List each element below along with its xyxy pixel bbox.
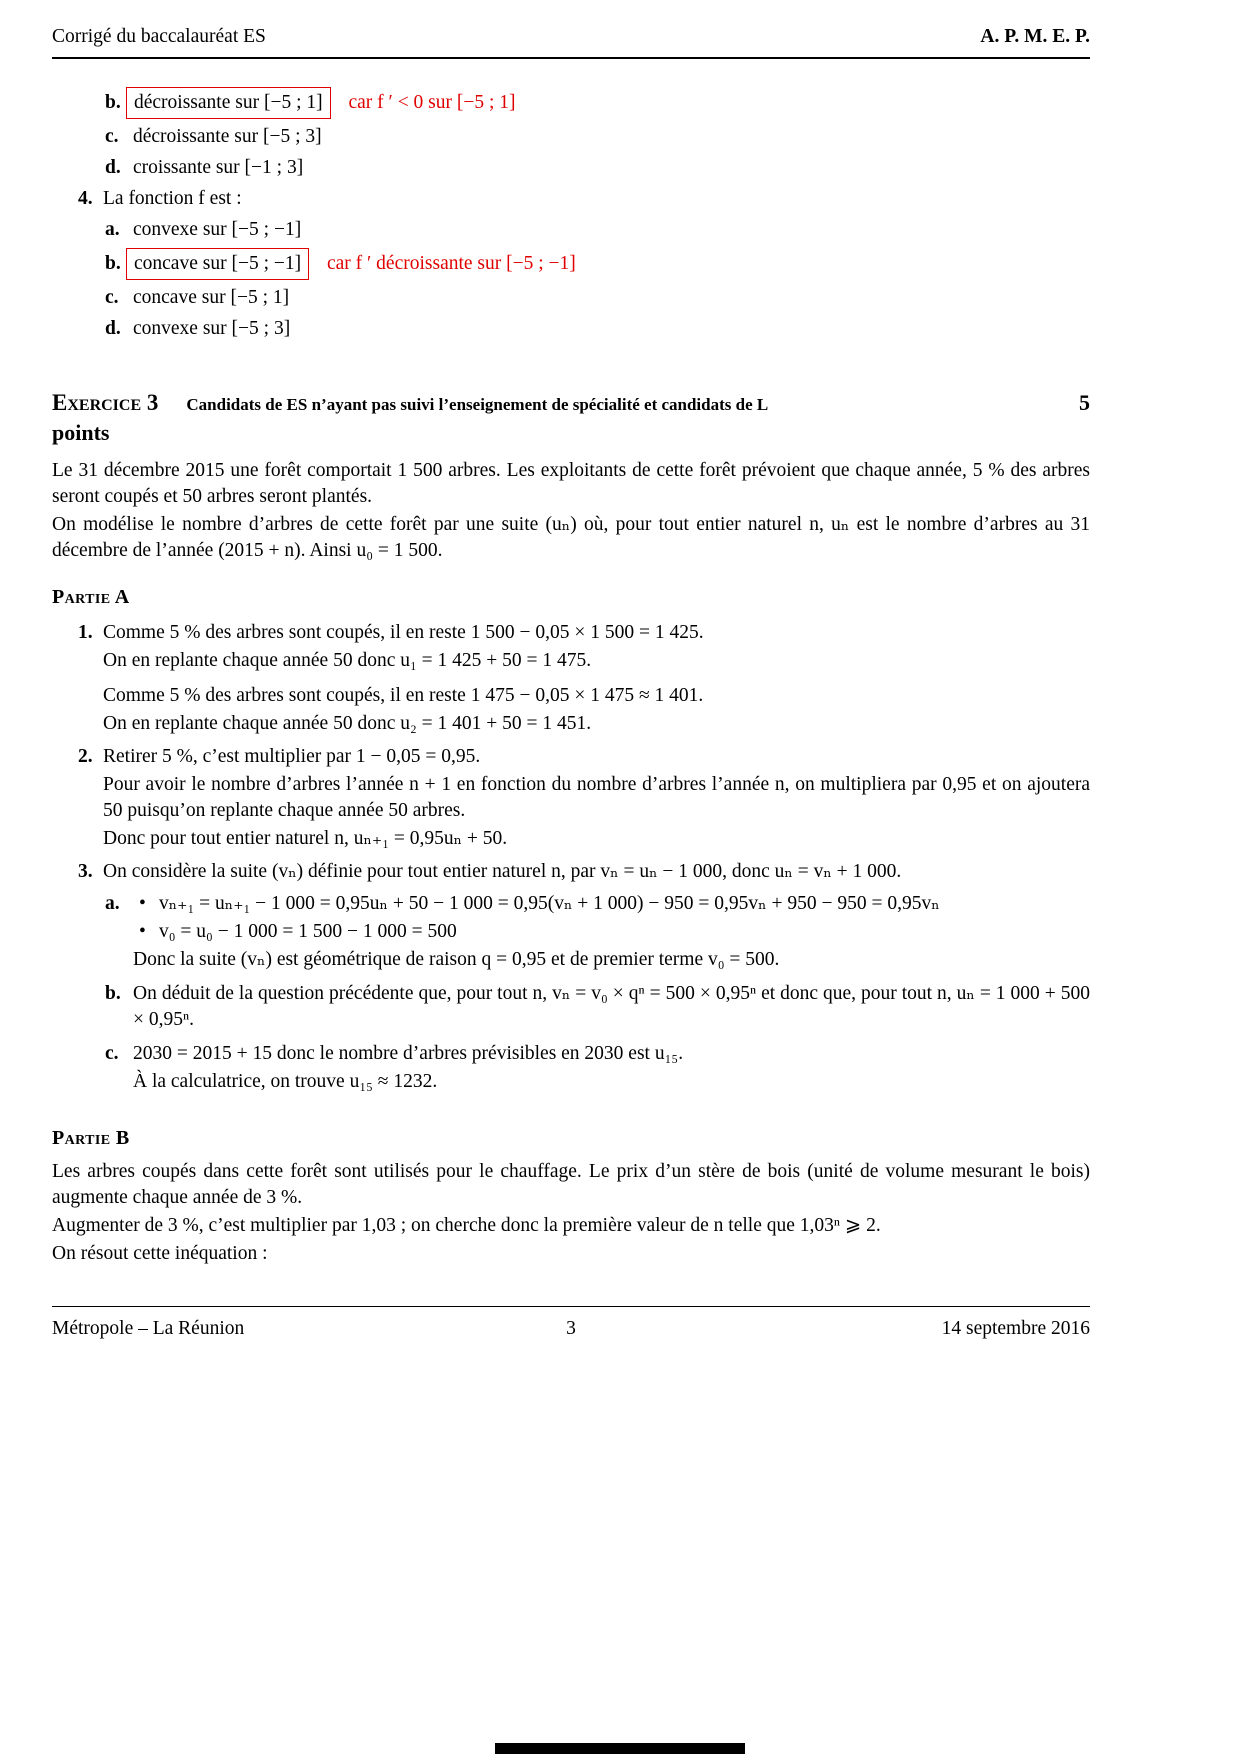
footer-page-number: 3	[566, 1318, 576, 1339]
item-label: a.	[105, 893, 120, 914]
answer-line: Comme 5 % des arbres sont coupés, il en reste 1 500 − 0,05 × 1 500 = 1 425.	[103, 622, 704, 643]
question-1	[52, 620, 1090, 739]
boxed-answer: décroissante sur [−5 ; 1]	[126, 87, 331, 119]
question-label: 3.	[78, 861, 93, 882]
paragraph: Augmenter de 3 %, c’est multiplier par 1,03 ; on cherche donc la première valeur de n telle que 1,03ⁿ ⩾ 2.	[52, 1215, 881, 1236]
answer-line: On en replante chaque année 50 donc u₁ = 1 425 + 50 = 1 475.	[103, 650, 592, 671]
item-label: c.	[105, 287, 119, 308]
answer-line: On en replante chaque année 50 donc u₂ = 1 401 + 50 = 1 451.	[103, 713, 592, 734]
question-body	[103, 744, 1090, 854]
answer-line: Comme 5 % des arbres sont coupés, il en reste 1 475 − 0,05 × 1 475 ≈ 1 401.	[103, 685, 704, 706]
bullet-line	[133, 919, 1090, 947]
partie-a-title: Partie A	[52, 586, 130, 608]
item-label: b.	[105, 983, 121, 1004]
item-label: b.	[105, 253, 121, 274]
footer-date: 14 septembre 2016	[941, 1318, 1090, 1339]
partie-a-content	[52, 620, 1090, 1101]
item-body	[133, 87, 1090, 119]
exercise-points-value: 5	[1079, 390, 1090, 415]
question-body	[103, 620, 1090, 739]
intro-paragraph: On modélise le nombre d’arbres de cette forêt par une suite (uₙ) où, pour tout entier naturel n, uₙ est le nombre d’arbres au 31 décembre de l’année (2015 + n). Ainsi u₀ = 1 500.	[52, 514, 1090, 561]
item-label: d.	[105, 318, 121, 339]
item-body	[133, 891, 1090, 975]
question-text: La fonction f est :	[103, 188, 242, 209]
partie-b-content	[52, 1159, 1090, 1267]
exercise-3-heading	[52, 388, 1090, 448]
answer-line: À la calculatrice, on trouve u₁₅ ≈ 1232.	[133, 1071, 438, 1092]
page-edge-bar	[495, 1743, 745, 1754]
exercise-title: Exercice 3	[52, 390, 159, 415]
answer-line: Donc pour tout entier naturel n, uₙ₊₁ = 0,95uₙ + 50.	[103, 828, 508, 849]
item-body: croissante sur [−1 ; 3]	[133, 157, 304, 178]
item-label: c.	[105, 126, 119, 147]
answer-line: 2030 = 2015 + 15 donc le nombre d’arbres prévisibles en 2030 est u₁₅.	[133, 1043, 684, 1064]
exercise-points-word: points	[52, 420, 110, 445]
exercise-heading-row	[52, 388, 1090, 418]
question-3c	[103, 1041, 1090, 1097]
footer-location: Métropole – La Réunion	[52, 1318, 245, 1339]
bullet-icon: •	[139, 921, 146, 942]
paragraph: On résout cette inéquation :	[52, 1243, 268, 1264]
answer-reason: car f ′ < 0 sur [−5 ; 1]	[348, 92, 516, 113]
item-label: d.	[105, 157, 121, 178]
item-body: concave sur [−5 ; 1]	[133, 287, 290, 308]
answer-line: On considère la suite (vₙ) définie pour tout entier naturel n, par vₙ = uₙ − 1 000, donc uₙ = vₙ + 1 000.	[103, 861, 902, 882]
answer-line: On déduit de la question précédente que, pour tout n, vₙ = v₀ × qⁿ = 500 × 0,95ⁿ et donc que, pour tout n, uₙ = 1 000 + 500 × 0,95ⁿ.	[133, 983, 1090, 1030]
bullet-line	[133, 891, 1090, 919]
question-label: 4.	[78, 188, 93, 209]
header-title: Corrigé du baccalauréat ES	[52, 26, 266, 47]
item-body: décroissante sur [−5 ; 3]	[133, 126, 322, 147]
footer-row	[52, 1316, 1090, 1342]
exercise-subtitle: Candidats de ES n’ayant pas suivi l’enseignement de spécialité et candidats de L	[186, 395, 769, 414]
item-label: c.	[105, 1043, 119, 1064]
partie-b-title: Partie B	[52, 1127, 130, 1149]
answer-line: Retirer 5 %, c’est multiplier par 1 − 0,05 = 0,95.	[103, 746, 481, 767]
answer-reason: car f ′ décroissante sur [−5 ; −1]	[326, 253, 576, 274]
bullet-text: vₙ₊₁ = uₙ₊₁ − 1 000 = 0,95uₙ + 50 − 1 000 = 0,95(vₙ + 1 000) − 950 = 0,95vₙ + 950 − 950 = 0,95vₙ	[159, 893, 940, 914]
question-3a	[103, 891, 1090, 975]
question-label: 1.	[78, 622, 93, 643]
q4-item-a	[52, 217, 1090, 243]
answer-line: Pour avoir le nombre d’arbres l’année n + 1 en fonction du nombre d’arbres l’année n, on multipliera par 0,95 et on ajoutera 50 puisqu’on replante chaque année 50 arbres.	[103, 774, 1090, 821]
item-body	[133, 248, 1090, 280]
q4-item-d	[52, 316, 1090, 342]
answer-item-c	[52, 124, 1090, 150]
page-header	[52, 24, 1090, 59]
exercise-intro	[52, 458, 1090, 564]
boxed-answer: concave sur [−5 ; −1]	[126, 248, 309, 280]
question-body	[103, 859, 1090, 1101]
item-body: convexe sur [−5 ; 3]	[133, 318, 291, 339]
question-3	[52, 859, 1090, 1101]
page-content	[52, 24, 1090, 1269]
page-footer	[52, 1306, 1090, 1342]
qcm-answer-list	[52, 87, 1090, 342]
item-label: a.	[105, 219, 120, 240]
question-4	[52, 186, 1090, 212]
header-brand: A. P. M. E. P.	[980, 26, 1090, 47]
question-label: 2.	[78, 746, 93, 767]
bullet-text: v₀ = u₀ − 1 000 = 1 500 − 1 000 = 500	[159, 921, 457, 942]
question-3b	[103, 981, 1090, 1035]
answer-line: Donc la suite (vₙ) est géométrique de raison q = 0,95 et de premier terme v₀ = 500.	[133, 949, 780, 970]
answer-item-b	[52, 87, 1090, 119]
answer-item-d	[52, 155, 1090, 181]
paragraph: Les arbres coupés dans cette forêt sont utilisés pour le chauffage. Le prix d’un stère de bois (unité de volume mesurant le bois) augmente chaque année de 3 %.	[52, 1161, 1090, 1208]
item-body	[133, 981, 1090, 1035]
item-label: b.	[105, 92, 121, 113]
bullet-icon: •	[139, 893, 146, 914]
q4-item-c	[52, 285, 1090, 311]
question-2	[52, 744, 1090, 854]
q4-item-b	[52, 248, 1090, 280]
item-body: convexe sur [−5 ; −1]	[133, 219, 302, 240]
intro-paragraph: Le 31 décembre 2015 une forêt comportait 1 500 arbres. Les exploitants de cette forêt prévoient que chaque année, 5 % des arbres seront coupés et 50 arbres seront plantés.	[52, 460, 1090, 507]
item-body	[133, 1041, 1090, 1097]
